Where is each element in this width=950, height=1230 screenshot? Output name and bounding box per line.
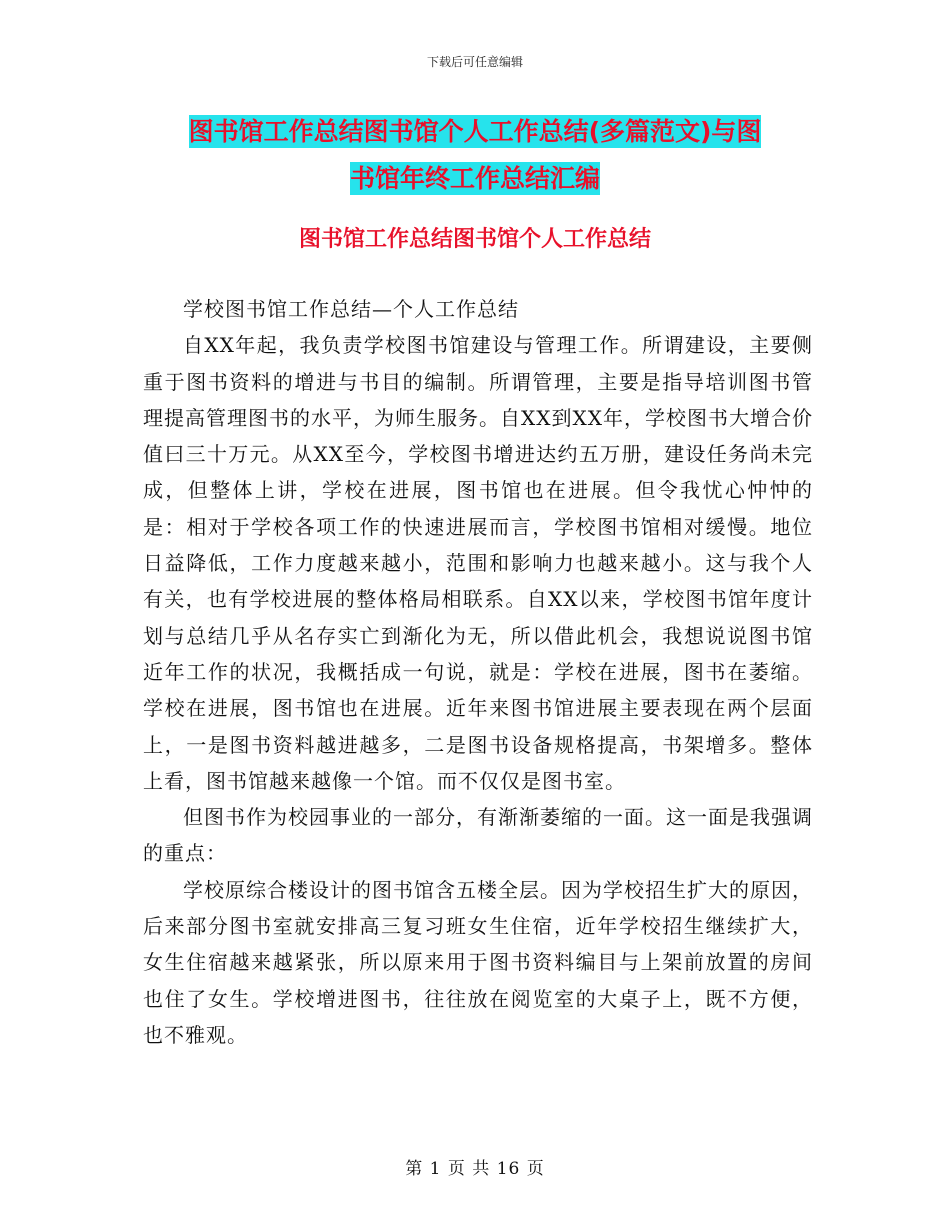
body-text bbox=[143, 291, 813, 1053]
main-title bbox=[140, 108, 810, 202]
paragraph: 学校原综合楼设计的图书馆含五楼全层。因为学校招生扩大的原因，后来部分图书室就安排高三复习班女生住宿，近年学校招生继续扩大，女生住宿越来越紧张，所以原来用于图书资料编目与上架前放置的房间也住了女生。学校增进图书，往往放在阅览室的大桌子上，既不方便，也不雅观。 bbox=[143, 877, 813, 1047]
paragraph-subtitle: 学校图书馆工作总结—个人工作总结 bbox=[183, 297, 519, 321]
main-title-line-1: 图书馆工作总结图书馆个人工作总结(多篇范文)与图 bbox=[188, 117, 762, 146]
page-footer: 第 1 页 共 16 页 bbox=[405, 1159, 545, 1179]
header-note: 下载后可任意编辑 bbox=[426, 55, 523, 69]
main-title-line-2: 书馆年终工作总结汇编 bbox=[349, 164, 600, 193]
paragraph: 但图书作为校园事业的一部分，有渐渐萎缩的一面。这一面是我强调的重点： bbox=[143, 805, 813, 866]
paragraph: 自XX年起，我负责学校图书馆建设与管理工作。所谓建设，主要侧重于图书资料的增进与书目的编制。所谓管理，主要是指导培训图书管理提高管理图书的水平，为师生服务。自XX到XX年，学校图书大增合价值曰三十万元。从XX至今，学校图书增进达约五万册，建设任务尚未完成，但整体上讲，学校在进展，图书馆也在进展。但令我忧心忡忡的是：相对于学校各项工作的快速进展而言，学校图书馆相对缓慢。地位日益降低，工作力度越来越小，范围和影响力也越来越小。这与我个人有关，也有学校进展的整体格局相联系。自XX以来，学校图书馆年度计划与总结几乎从名存实亡到渐化为无，所以借此机会，我想说说图书馆近年工作的状况，我概括成一句说，就是：学校在进展，图书在萎缩。 学校在进展，图书馆也在进展。近年来图书馆进展主要表现在两个层面上，一是图书资料越进越多，二是图书设备规格提高，书架增多。整体上看，图书馆越来越像一个馆。而不仅仅是图书室。 bbox=[143, 333, 813, 793]
section-title: 图书馆工作总结图书馆个人工作总结 bbox=[298, 227, 651, 252]
